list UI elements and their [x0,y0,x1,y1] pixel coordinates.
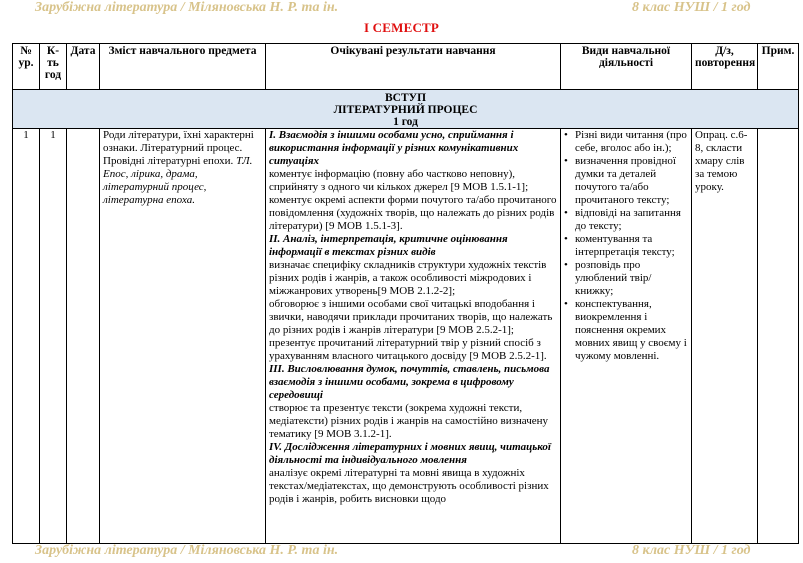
cell-results [266,129,561,544]
content-terms: ТЛ. Епос, лірика, драма, літературний процес, літературна епоха. [103,155,253,206]
results-item: презентує прочитаний літературний твір у різний спосіб з урахуванням власного читацького досвіду [9 МОВ 2.5.2-1]. [269,337,547,362]
results-item: коментує інформацію (повну або частково неповну), сприйняту з одного чи кількох джерел [9 МОВ 1.5.1-1]; [269,168,529,193]
page-header [0,0,803,20]
results-item: обговорює з іншими особами свої читацькі вподобання і звички, наводячи приклади прочитаних творів, що належать до різних родів і жанрів літератури [9 МОВ 2.5.2-1]; [269,298,553,336]
cell-content [100,129,266,544]
results-heading-1: І. Взаємодія з іншими особами усно, сприймання і використання інформації у різних комунікативних ситуаціях [269,129,519,167]
header-right-text: 8 клас НУШ / 1 год [632,0,751,15]
list-item: • Різні види читання (про себе, вголос або ін.); [573,129,688,155]
footer-left-text: Зарубіжна література / Міляновська Н. Р. та ін. [35,543,339,558]
list-item: • визначення провідної думки та деталей почутого та/або прочитаного тексту; [573,155,688,207]
page-footer [0,543,803,563]
col-header-content: Зміст навчального предмета [100,44,266,90]
semester-title: І СЕМЕСТР [363,20,440,35]
col-header-hours: К-ть год [40,44,67,90]
col-header-date: Дата [67,44,100,90]
cell-activities [561,129,692,544]
table-row [13,129,799,544]
table-header-row [13,44,799,90]
section-line-1: ВСТУП [384,92,427,104]
curriculum-table [12,43,799,544]
results-heading-2: ІІ. Аналіз, інтерпретація, критичне оцінювання інформації в текстах різних видів [269,233,508,258]
list-item: • відповіді на запитання до тексту; [573,207,688,233]
content-text: Роди літератури, їхні характерні ознаки. Літературний процес. Провідні літературні епохи. [103,129,254,167]
col-header-homework: Д/з, повторення [692,44,758,90]
section-line-3: 1 год [393,116,418,128]
col-header-notes: Прим. [758,44,799,90]
cell-lesson-number: 1 [13,129,40,544]
cell-notes [758,129,799,544]
results-item: коментує окремі аспекти форми почутого та/або прочитаного повідомлення (художніх творів, що належать до різних родів літератури) [9 МОВ 1.5.1-3]. [269,194,557,232]
col-header-results: Очікувані результати навчання [266,44,561,90]
cell-date [67,129,100,544]
results-heading-3: ІІІ. Висловлювання думок, почуттів, ставлень, письмова взаємодія з іншими особами, зокрема в цифровому середовищі [269,363,550,401]
activities-list [564,129,688,363]
footer-right-text: 8 клас НУШ / 1 год [632,543,751,558]
list-item: • конспектування, виокремлення і пояснення окремих мовних явищ у своєму і чужому мовленні. [573,298,688,363]
list-item: • коментування та інтерпретація тексту; [573,233,688,259]
section-row [13,90,799,129]
results-item: визначає специфіку складників структури художніх текстів різних родів і жанрів, а також особливості міжродових і міжжанрових утворень[9 МОВ 2.1.2-2]; [269,259,547,297]
cell-homework: Опрац. с.6-8, скласти хмару слів за темою уроку. [692,129,758,544]
section-line-2: ЛІТЕРАТУРНИЙ ПРОЦЕС [333,104,478,116]
col-header-activities: Види навчальної діяльності [561,44,692,90]
results-item: аналізує окремі літературні та мовні явища в художніх текстах/медіатекстах, що демонструють особливості різних родів і жанрів, робить висновки щодо [269,467,549,505]
results-item: створює та презентує тексти (зокрема художні тексти, медіатексти) різних родів і жанрів на самостійно визначену тематику [9 МОВ 3.1.2-1]. [269,402,549,440]
results-heading-4: ІV. Дослідження літературних і мовних явищ, читацької діяльності та індивідуального мовлення [269,441,551,466]
col-header-lesson-number: № ур. [13,44,40,90]
section-title-cell [13,90,799,129]
cell-hours: 1 [40,129,67,544]
header-left-text: Зарубіжна література / Міляновська Н. Р. та ін. [35,0,339,15]
list-item: • розповідь про улюблений твір/книжку; [573,259,688,298]
